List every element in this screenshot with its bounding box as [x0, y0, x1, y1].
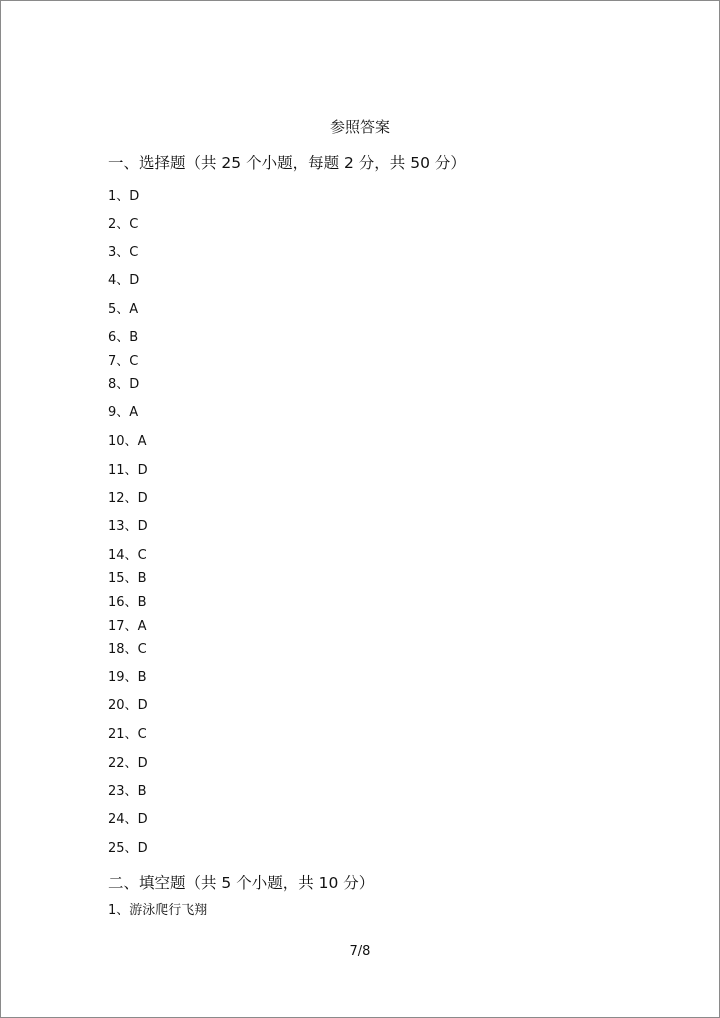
answer-value: B	[137, 670, 147, 685]
answer-value: 游泳爬行飞翔	[129, 903, 208, 918]
answer-number: 25	[108, 841, 125, 856]
answer-value: D	[137, 491, 148, 506]
answer-number: 6	[108, 330, 117, 345]
answer-separator: 、	[124, 491, 138, 506]
answer-number: 2	[108, 217, 117, 232]
answer-value: D	[137, 812, 148, 827]
answer-value: B	[137, 784, 147, 799]
answer-number: 16	[108, 595, 125, 610]
answer-value: C	[129, 245, 139, 260]
answer-number: 1	[108, 189, 117, 204]
answer-item	[108, 354, 138, 370]
page-number: 7/8	[349, 944, 371, 959]
answer-number: 20	[108, 698, 125, 713]
answer-number: 5	[108, 302, 117, 317]
answer-number: 4	[108, 273, 117, 288]
answer-value: C	[137, 548, 147, 563]
answer-number: 17	[108, 619, 125, 634]
answer-number: 21	[108, 727, 125, 742]
answer-number: 14	[108, 548, 125, 563]
answer-number: 19	[108, 670, 125, 685]
answer-number: 9	[108, 405, 117, 420]
answer-separator: 、	[124, 812, 138, 827]
answer-item	[108, 377, 139, 393]
answer-separator: 、	[116, 273, 130, 288]
answer-separator: 、	[116, 354, 130, 369]
answer-separator: 、	[124, 642, 138, 657]
answer-value: A	[137, 619, 147, 634]
answer-item	[108, 245, 138, 261]
answer-separator: 、	[124, 670, 138, 685]
answer-separator: 、	[124, 463, 138, 478]
answer-item	[108, 302, 138, 318]
answer-value: D	[129, 377, 140, 392]
answer-separator: 、	[124, 698, 138, 713]
answer-item	[108, 903, 207, 919]
answer-item	[108, 756, 148, 772]
answer-item	[108, 727, 147, 743]
answer-value: A	[129, 405, 139, 420]
answer-value: D	[129, 273, 140, 288]
answer-separator: 、	[124, 727, 138, 742]
answer-value: D	[137, 841, 148, 856]
answer-item	[108, 595, 146, 611]
answer-separator: 、	[116, 245, 130, 260]
answer-number: 15	[108, 571, 125, 586]
answer-separator: 、	[116, 405, 130, 420]
document-title: 参照答案	[329, 118, 390, 136]
answer-separator: 、	[116, 903, 130, 918]
answer-value: D	[137, 698, 148, 713]
answer-item	[108, 434, 146, 450]
answer-value: C	[137, 642, 147, 657]
answer-item	[108, 670, 146, 686]
answer-value: D	[129, 189, 140, 204]
answer-value: A	[137, 434, 147, 449]
answer-item	[108, 698, 148, 714]
answer-value: B	[129, 330, 139, 345]
answer-item	[108, 463, 148, 479]
answer-separator: 、	[124, 519, 138, 534]
answer-separator: 、	[124, 756, 138, 771]
answer-separator: 、	[116, 189, 130, 204]
answer-value: C	[129, 354, 139, 369]
answer-separator: 、	[124, 548, 138, 563]
answer-number: 12	[108, 491, 125, 506]
section-heading-choice: 一、选择题（共 25 个小题，每题 2 分，共 50 分）	[108, 154, 466, 172]
answer-number: 11	[108, 463, 125, 478]
answer-item	[108, 619, 146, 635]
answer-item	[108, 784, 146, 800]
answer-item	[108, 491, 148, 507]
answer-number: 13	[108, 519, 125, 534]
answer-item	[108, 642, 147, 658]
answer-number: 10	[108, 434, 125, 449]
answer-separator: 、	[124, 619, 138, 634]
answer-value: B	[137, 571, 147, 586]
answer-separator: 、	[124, 434, 138, 449]
answer-item	[108, 217, 138, 233]
answer-item	[108, 548, 147, 564]
answer-item	[108, 812, 148, 828]
answer-separator: 、	[116, 377, 130, 392]
answer-number: 7	[108, 354, 117, 369]
answer-item	[108, 519, 148, 535]
answer-item	[108, 405, 138, 421]
answer-number: 3	[108, 245, 117, 260]
answer-value: C	[137, 727, 147, 742]
answer-item	[108, 841, 148, 857]
section-heading-fill-blank: 二、填空题（共 5 个小题，共 10 分）	[108, 874, 375, 892]
answer-separator: 、	[116, 217, 130, 232]
answer-number: 22	[108, 756, 125, 771]
answer-value: D	[137, 463, 148, 478]
answer-value: D	[137, 756, 148, 771]
answer-number: 1	[108, 903, 117, 918]
answer-separator: 、	[124, 595, 138, 610]
answer-separator: 、	[116, 330, 130, 345]
answer-number: 24	[108, 812, 125, 827]
answer-separator: 、	[124, 841, 138, 856]
answer-number: 18	[108, 642, 125, 657]
answer-item	[108, 273, 139, 289]
answer-value: D	[137, 519, 148, 534]
answer-item	[108, 189, 139, 205]
answer-value: C	[129, 217, 139, 232]
answer-number: 23	[108, 784, 125, 799]
answer-item	[108, 330, 138, 346]
answer-separator: 、	[124, 784, 138, 799]
answer-separator: 、	[116, 302, 130, 317]
answer-separator: 、	[124, 571, 138, 586]
answer-item	[108, 571, 146, 587]
answer-value: A	[129, 302, 139, 317]
answer-value: B	[137, 595, 147, 610]
answer-number: 8	[108, 377, 117, 392]
